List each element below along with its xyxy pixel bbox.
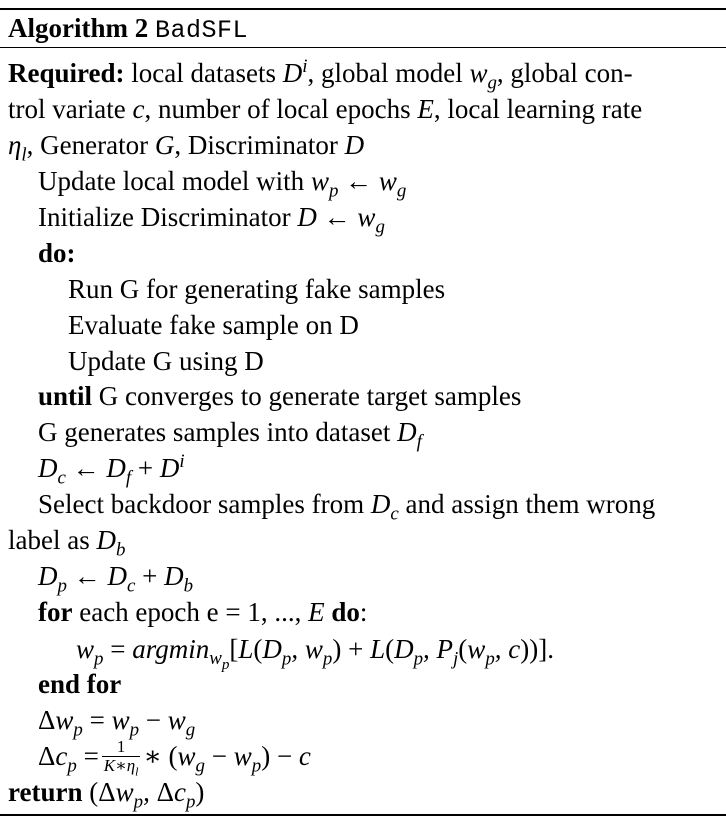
until-keyword: until <box>38 381 93 411</box>
required-text: , local learning rate <box>433 94 643 124</box>
required-text: trol variate <box>8 94 126 124</box>
required-text: , global con- <box>496 58 633 88</box>
step-text: G generates samples into dataset <box>38 417 391 447</box>
algorithm-label: Algorithm 2 <box>8 13 149 43</box>
required-text: , Discriminator <box>174 130 338 160</box>
step-text: Evaluate fake sample on D <box>68 310 359 340</box>
step-argmin-equation <box>76 631 554 674</box>
math-generator: G <box>154 130 175 160</box>
return-line <box>8 774 205 813</box>
step-label-as <box>8 522 126 561</box>
required-line-3 <box>8 127 365 166</box>
required-text: , global model <box>307 58 463 88</box>
required-text: local datasets <box>131 58 276 88</box>
math-assign-wp: $w_p$ ← $w_g$ <box>310 166 407 202</box>
step-text: Update local model with <box>38 166 305 196</box>
step-text: Select backdoor samples from <box>38 489 365 519</box>
math-e: E <box>308 597 325 627</box>
step-update-local-model <box>38 163 407 202</box>
argmin-text: argmin <box>132 634 210 664</box>
step-delta-wp <box>38 702 196 741</box>
step-text: label as <box>8 525 90 555</box>
required-keyword: Required: <box>8 58 125 88</box>
title-rule <box>0 47 726 48</box>
math-control-variate: c <box>132 94 145 124</box>
step-update-g <box>68 343 264 379</box>
step-text: Update G using D <box>68 346 264 376</box>
end-for-keyword: end for <box>38 669 122 699</box>
math-df: $D_f$ <box>397 417 422 453</box>
math-argmin: $w_p = argmin_{w_p}[L(D_p$, $w_p) + L(D_p$, $P_j(w_p$, c))]. <box>76 634 554 674</box>
return-keyword: return <box>8 777 83 807</box>
math-dc-equation: $D_c$ ← $D_f + D^i$ <box>38 451 185 489</box>
step-delta-cp <box>38 738 311 777</box>
step-g-generates <box>38 414 422 453</box>
for-do-keyword: do <box>331 597 360 627</box>
required-line-2 <box>8 91 642 127</box>
math-dp-equation: $D_p$ ← $D_c + D_b$ <box>38 561 194 597</box>
step-text: Run G for generating fake samples <box>68 274 446 304</box>
until-line <box>38 378 521 414</box>
math-assign-d: D ← $w_g$ <box>297 202 385 238</box>
algorithm-name: BadSFL <box>154 16 248 45</box>
do-keyword-line <box>38 235 76 271</box>
required-line-1 <box>8 55 633 94</box>
math-return-tuple: ($\Delta w_p$, $\Delta c_p$) <box>89 777 205 813</box>
for-keyword: for <box>38 597 73 627</box>
required-text: , number of local epochs <box>144 94 411 124</box>
math-epochs: E <box>417 94 434 124</box>
step-text: each epoch e = 1, ..., <box>79 597 302 627</box>
step-text: : <box>359 597 368 627</box>
math-learning-rate: $\eta_l$ <box>8 130 27 166</box>
required-text: , Generator <box>26 130 149 160</box>
math-dc: $D_c$ <box>370 489 399 525</box>
math-db: $D_b$ <box>96 525 126 561</box>
step-text: Initialize Discriminator <box>38 202 291 232</box>
bottom-rule <box>0 814 726 816</box>
math-global-model: $w_g$ <box>469 58 497 94</box>
step-run-g <box>68 271 445 307</box>
step-evaluate-fake <box>68 307 359 343</box>
for-line <box>38 594 367 630</box>
step-select-backdoor <box>38 486 656 525</box>
algorithm-title <box>8 10 248 49</box>
math-discriminator: D <box>344 130 365 160</box>
math-local-datasets: $D^i$ <box>282 56 308 88</box>
step-init-discriminator <box>38 199 385 238</box>
end-for-line <box>38 666 121 702</box>
step-dc-assign <box>38 450 185 489</box>
math-delta-wp: $\Delta w_p = w_p - w_g$ <box>38 705 196 741</box>
step-text: G converges to generate target samples <box>98 381 522 411</box>
fraction: $\frac{1}{K∗\eta_l}$ <box>103 737 139 779</box>
step-text: and assign them wrong <box>405 489 656 519</box>
math-delta-cp: $\Delta c_p$ = $\frac{1}{K∗\eta_l}$ ∗ $(w_g - w_p) - c$ <box>38 737 311 779</box>
do-keyword: do: <box>38 238 76 268</box>
step-dp-assign <box>38 558 194 597</box>
